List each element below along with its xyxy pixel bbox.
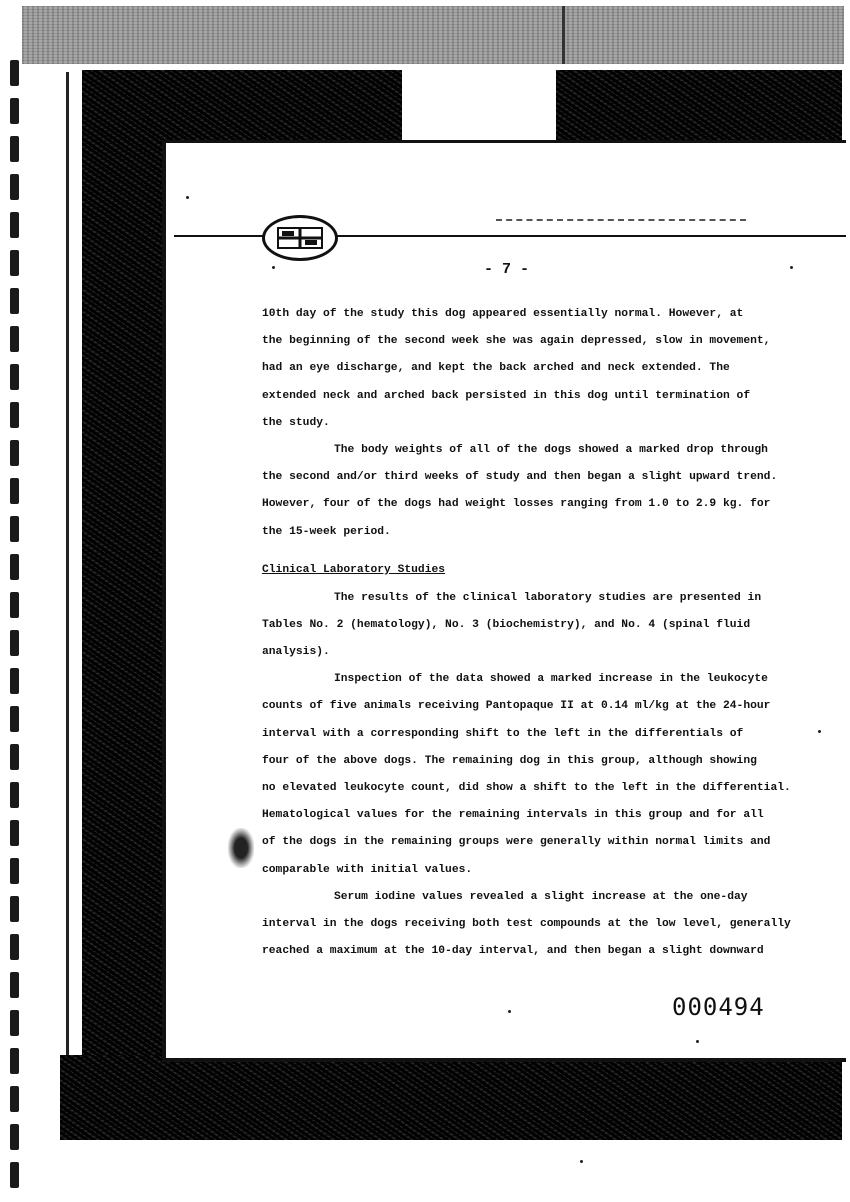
text-line: no elevated leukocyte count, did show a shift to the left in the differential.: [262, 782, 791, 794]
text-line: analysis).: [262, 646, 330, 659]
scan-speck: [696, 1040, 699, 1043]
scan-speck: [272, 266, 275, 269]
text-line: interval in the dogs receiving both test compounds at the low level, generally: [262, 917, 791, 930]
binding-edge: [10, 60, 20, 1200]
scan-speck: [818, 730, 821, 733]
scan-speck: [580, 1160, 583, 1163]
scan-frame-top-left: [82, 70, 402, 140]
section-heading: Clinical Laboratory Studies: [262, 563, 446, 576]
text-line: The body weights of all of the dogs showed a marked drop through: [334, 443, 768, 456]
text-line: the study.: [262, 416, 330, 429]
scan-divider: [562, 6, 565, 64]
text-line: 10th day of the study this dog appeared essentially normal. However, at: [262, 308, 744, 320]
body-text: [262, 301, 822, 965]
document-control-number: 000494: [672, 993, 765, 1021]
page-number: - 7 -: [484, 261, 530, 278]
scan-frame-left: [82, 70, 170, 1140]
scan-smudge: [228, 828, 254, 868]
scan-top-band: [22, 6, 844, 64]
scan-frame-bottom: [60, 1055, 842, 1140]
company-logo: [262, 215, 338, 261]
text-line: extended neck and arched back persisted in this dog until termination of: [262, 389, 751, 402]
scan-speck: [508, 1010, 511, 1013]
text-line: counts of five animals receiving Pantopaque II at 0.14 ml/kg at the 24-hour: [262, 700, 771, 713]
document-page: [162, 140, 846, 1062]
text-line: the second and/or third weeks of study and then began a slight upward trend.: [262, 471, 778, 484]
text-line: interval with a corresponding shift to the left in the differentials of: [262, 727, 744, 740]
scan-frame-top-right: [556, 70, 842, 140]
text-line: the beginning of the second week she was again depressed, slow in movement,: [262, 335, 771, 348]
text-line: Tables No. 2 (hematology), No. 3 (biochemistry), and No. 4 (spinal fluid: [262, 618, 751, 631]
text-line: of the dogs in the remaining groups were generally within normal limits and: [262, 836, 771, 849]
scan-speck: [186, 196, 189, 199]
text-line: Inspection of the data showed a marked increase in the leukocyte: [334, 673, 768, 686]
scan-frame-right: [820, 1050, 842, 1140]
scan-speck: [790, 266, 793, 269]
text-line: reached a maximum at the 10-day interval, and then began a slight downward: [262, 945, 764, 958]
scan-edge-line: [66, 72, 69, 1112]
header-dotted-rule: [496, 219, 746, 221]
text-line: comparable with initial values.: [262, 863, 473, 876]
text-line: had an eye discharge, and kept the back arched and neck extended. The: [262, 362, 730, 375]
text-line: However, four of the dogs had weight losses ranging from 1.0 to 2.9 kg. for: [262, 498, 771, 511]
text-line: four of the above dogs. The remaining dog in this group, although showing: [262, 754, 757, 767]
text-line: the 15-week period.: [262, 525, 391, 538]
text-line: The results of the clinical laboratory studies are presented in: [334, 591, 762, 604]
text-line: Serum iodine values revealed a slight increase at the one-day: [334, 890, 748, 903]
text-line: Hematological values for the remaining intervals in this group and for all: [262, 809, 764, 822]
